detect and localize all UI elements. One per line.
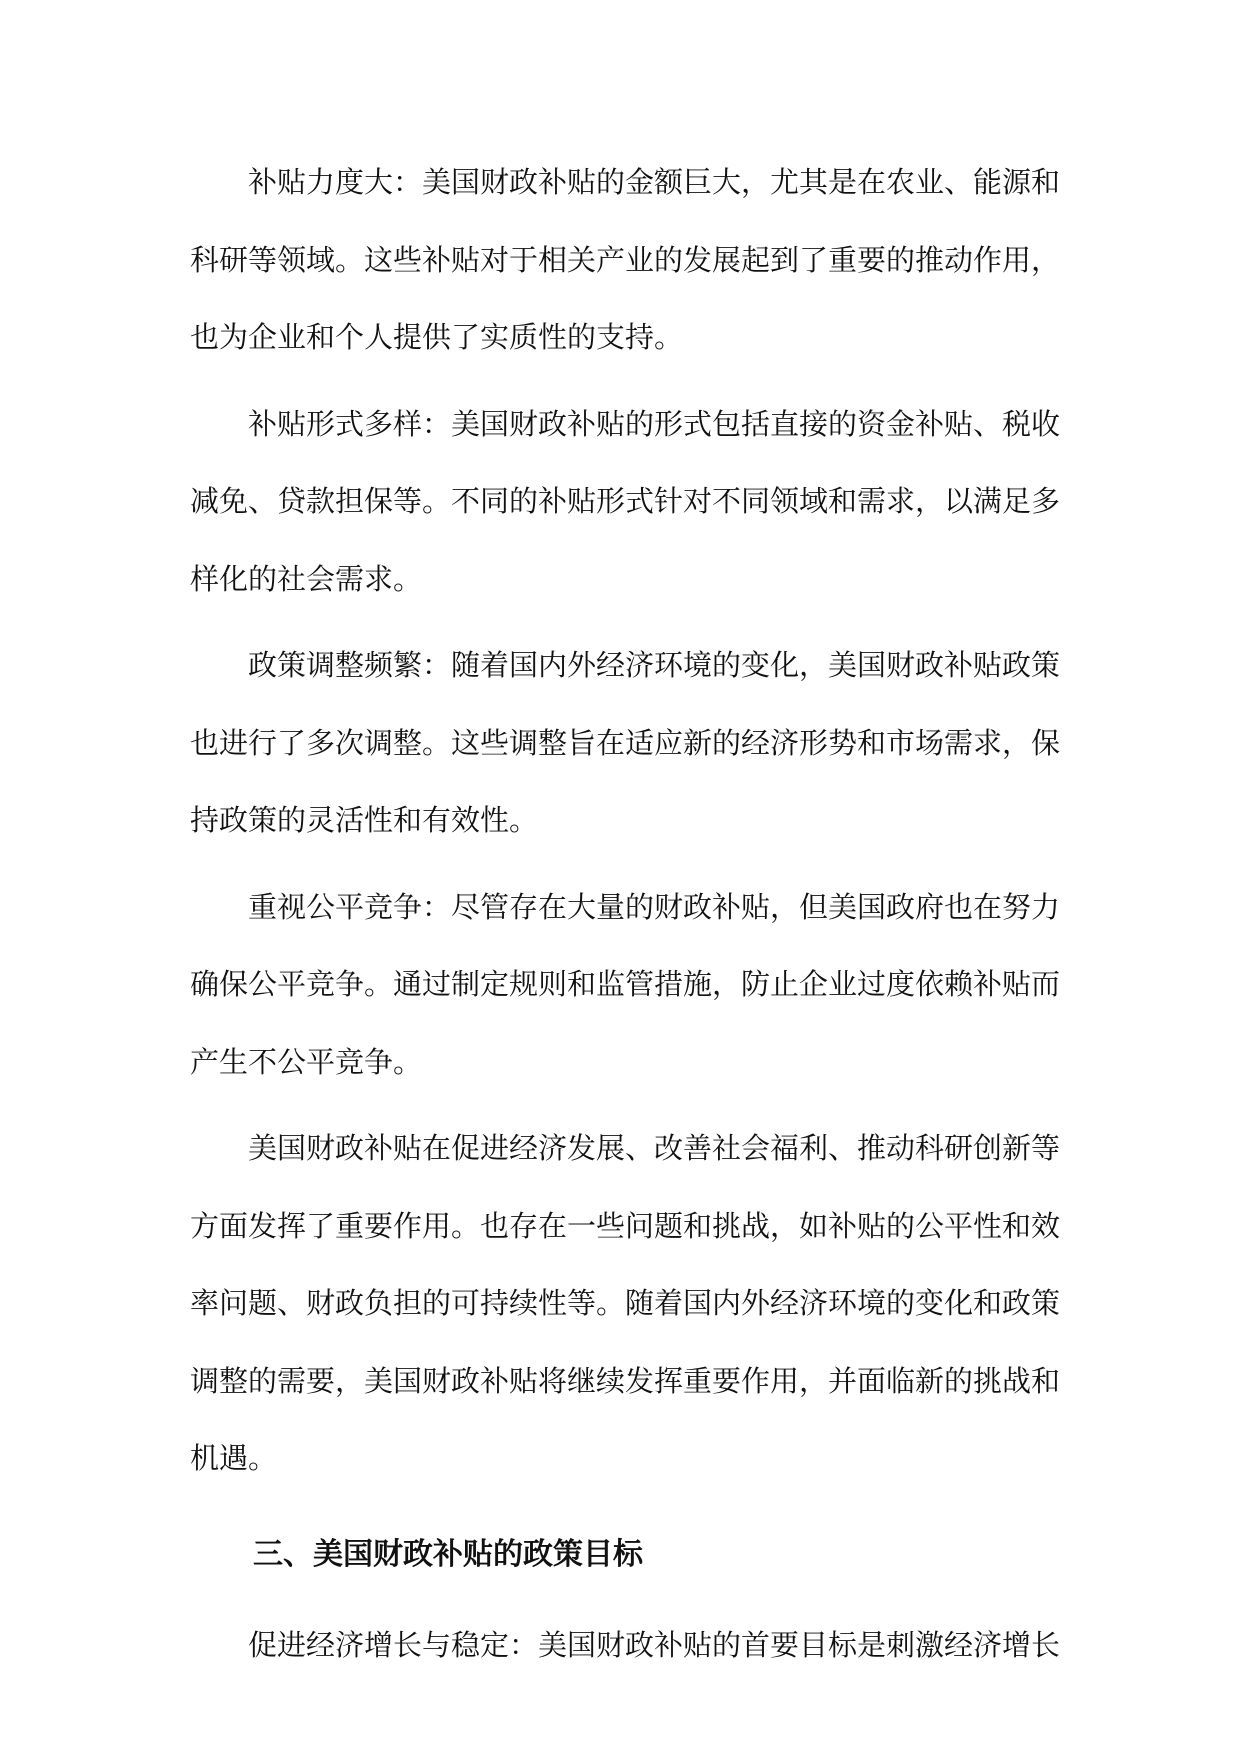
paragraph-summary: 美国财政补贴在促进经济发展、改善社会福利、推动科研创新等方面发挥了重要作用。也存在一些问题和挑战，如补贴的公平性和效率问题、财政负担的可持续性等。随着国内外经济环境的变化和政策调整的需要，美国财政补贴将继续发挥重要作用，并面临新的挑战和机遇。 [190, 1131, 1061, 1475]
document-body [190, 144, 1060, 1693]
paragraph-economic-growth: 促进经济增长与稳定：美国财政补贴的首要目标是刺激经济增长 [248, 1627, 1061, 1662]
paragraph-policy-adjustment: 政策调整频繁：随着国内外经济环境的变化，美国财政补贴政策也进行了多次调整。这些调整旨在适应新的经济形势和市场需求，保持政策的灵活性和有效性。 [190, 648, 1061, 837]
paragraph-subsidy-scale: 补贴力度大：美国财政补贴的金额巨大，尤其是在农业、能源和科研等领域。这些补贴对于相关产业的发展起到了重要的推动作用，也为企业和个人提供了实质性的支持。 [190, 165, 1061, 354]
paragraph-fair-competition: 重视公平竞争：尽管存在大量的财政补贴，但美国政府也在努力确保公平竞争。通过制定规则和监管措施，防止企业过度依赖补贴而产生不公平竞争。 [190, 889, 1061, 1079]
section-heading: 三、美国财政补贴的政策目标 [253, 1536, 643, 1572]
paragraph-subsidy-forms: 补贴形式多样：美国财政补贴的形式包括直接的资金补贴、税收减免、贷款担保等。不同的补贴形式针对不同领域和需求，以满足多样化的社会需求。 [190, 406, 1061, 596]
